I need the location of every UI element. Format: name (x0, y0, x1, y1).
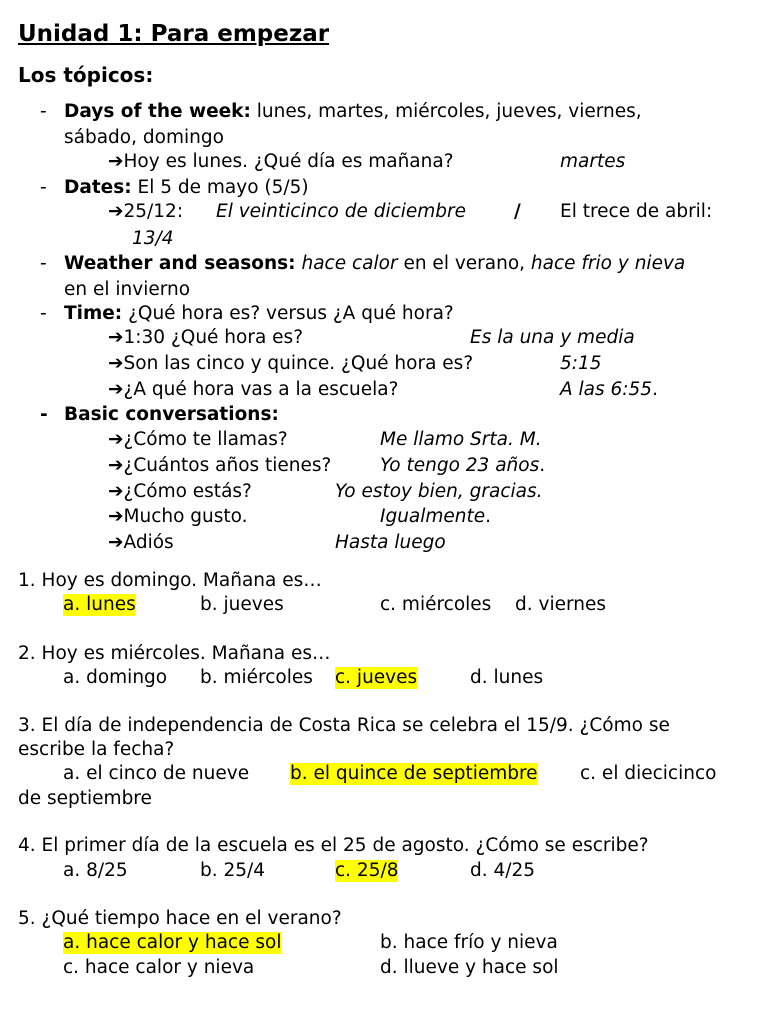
question-4-option-d: d. 4/25 (470, 860, 536, 881)
weather-text-1: en el verano, (397, 253, 531, 274)
example-answer: Me llamo Srta. M. (380, 429, 542, 450)
days-topic (64, 101, 642, 123)
question-3-stem-cont: escribe la fecha? (18, 739, 175, 760)
bullet-dash: - (40, 303, 47, 324)
question-4-stem: 4. El primer día de la escuela es el 25 de agosto. ¿Cómo se escribe? (18, 835, 649, 856)
weather-italic-2: hace frio y nieva (530, 253, 686, 274)
conv-example (108, 481, 252, 503)
bullet-dash: - (40, 404, 48, 425)
days-example (108, 151, 454, 173)
question-2-option-c-highlighted: c. jueves (335, 667, 418, 688)
weather-topic (64, 253, 685, 275)
slash-separator: / (514, 201, 521, 222)
question-5-stem: 5. ¿Qué tiempo hace en el verano? (18, 908, 342, 929)
example-question: Adiós (123, 532, 174, 553)
example-question: Son las cinco y quince. ¿Qué hora es? (123, 353, 474, 374)
dates-topic (64, 177, 309, 199)
example-answer: Hasta luego (335, 532, 446, 553)
example-answer (380, 506, 491, 528)
question-5-option-d: d. llueve y hace sol (380, 957, 559, 978)
question-3-option-c: c. el diecicinco (580, 763, 717, 784)
time-example (108, 327, 303, 349)
example-answer-tail: . (485, 506, 492, 527)
question-5-option-a-highlighted: a. hace calor y hace sol (63, 932, 282, 953)
page-title: Unidad 1: Para empezar (18, 21, 330, 47)
dates-example-1 (108, 201, 183, 223)
topics-heading: Los tópicos: (18, 63, 154, 87)
example-answer (560, 379, 658, 401)
example-question: ¿A qué hora vas a la escuela? (123, 379, 399, 400)
example-answer: Yo estoy bien, gracias. (335, 481, 543, 502)
question-3-option-b-highlighted: b. el quince de septiembre (290, 763, 538, 784)
question-3-option-a: a. el cinco de nueve (63, 763, 250, 784)
question-5-option-c: c. hace calor y nieva (63, 957, 255, 978)
conv-example (108, 506, 248, 528)
arrow-icon: ➔ (108, 151, 124, 172)
weather-italic-1: hace calor (301, 253, 398, 274)
question-3-option-c-cont: de septiembre (18, 788, 152, 809)
example-question: Hoy es lunes. ¿Qué día es mañana? (123, 151, 454, 172)
bullet-dash: - (40, 101, 47, 122)
question-4-option-b: b. 25/4 (200, 860, 266, 881)
question-4-option-c-highlighted: c. 25/8 (335, 860, 399, 881)
example-answer: Es la una y media (470, 327, 635, 348)
time-topic (64, 303, 454, 325)
example-answer: martes (560, 151, 626, 172)
example-answer-tail: . (652, 379, 658, 400)
question-1-option-b: b. jueves (200, 594, 284, 615)
weather-label: Weather and seasons: (64, 253, 296, 274)
bullet-dash: - (40, 177, 47, 198)
time-label: Time: (64, 303, 123, 324)
arrow-icon: ➔ (108, 481, 124, 502)
arrow-icon: ➔ (108, 455, 124, 476)
question-2-stem: 2. Hoy es miércoles. Mañana es… (18, 643, 331, 664)
arrow-icon: ➔ (108, 353, 124, 374)
dates-text: El 5 de mayo (5/5) (131, 177, 309, 198)
example-answer (380, 455, 545, 477)
arrow-icon: ➔ (108, 506, 124, 527)
example-question: ¿Cuántos años tienes? (123, 455, 332, 476)
arrow-icon: ➔ (108, 327, 124, 348)
example-answer: 5:15 (560, 353, 602, 374)
question-2-option-a: a. domingo (63, 667, 168, 688)
example-answer-italic: Igualmente (380, 506, 486, 527)
bullet-dash: - (40, 253, 47, 274)
question-1-option-a-highlighted: a. lunes (63, 594, 136, 615)
days-label: Days of the week: (64, 101, 251, 122)
conv-label: Basic conversations: (64, 404, 279, 425)
question-3-stem: 3. El día de independencia de Costa Rica se celebra el 15/9. ¿Cómo se (18, 715, 670, 736)
example-question: ¿Cómo estás? (123, 481, 252, 502)
question-4-option-a: a. 8/25 (63, 860, 128, 881)
example-answer-italic: Yo tengo 23 años (380, 455, 540, 476)
question-1-option-c: c. miércoles (380, 594, 492, 615)
example-question: 25/12: (123, 201, 184, 222)
time-example (108, 353, 473, 375)
time-text: ¿Qué hora es? versus ¿A qué hora? (122, 303, 454, 324)
example-answer-italic: A las 6:55 (560, 379, 653, 400)
weather-text-cont: en el invierno (64, 279, 191, 300)
question-2-option-d: d. lunes (470, 667, 544, 688)
days-text: lunes, martes, miércoles, jueves, viernes, (250, 101, 642, 122)
dates-label: Dates: (64, 177, 132, 198)
arrow-icon: ➔ (108, 201, 124, 222)
arrow-icon: ➔ (108, 379, 124, 400)
dates-example-2: El trece de abril: (560, 201, 713, 222)
arrow-icon: ➔ (108, 429, 124, 450)
example-answer-tail: . (539, 455, 546, 476)
example-answer: El veinticinco de diciembre (216, 201, 467, 222)
example-question: ¿Cómo te llamas? (123, 429, 288, 450)
question-2-option-b: b. miércoles (200, 667, 313, 688)
time-example (108, 379, 398, 401)
question-1-option-d: d. viernes (515, 594, 607, 615)
conv-example (108, 532, 174, 554)
question-1-stem: 1. Hoy es domingo. Mañana es… (18, 570, 322, 591)
example-question: Mucho gusto. (123, 506, 248, 527)
question-5-option-b: b. hace frío y nieva (380, 932, 558, 953)
days-text-cont: sábado, domingo (64, 127, 224, 148)
conv-example (108, 455, 331, 477)
arrow-icon: ➔ (108, 532, 124, 553)
dates-example-2-value: 13/4 (132, 228, 174, 249)
conv-example (108, 429, 288, 451)
example-question: 1:30 ¿Qué hora es? (123, 327, 304, 348)
